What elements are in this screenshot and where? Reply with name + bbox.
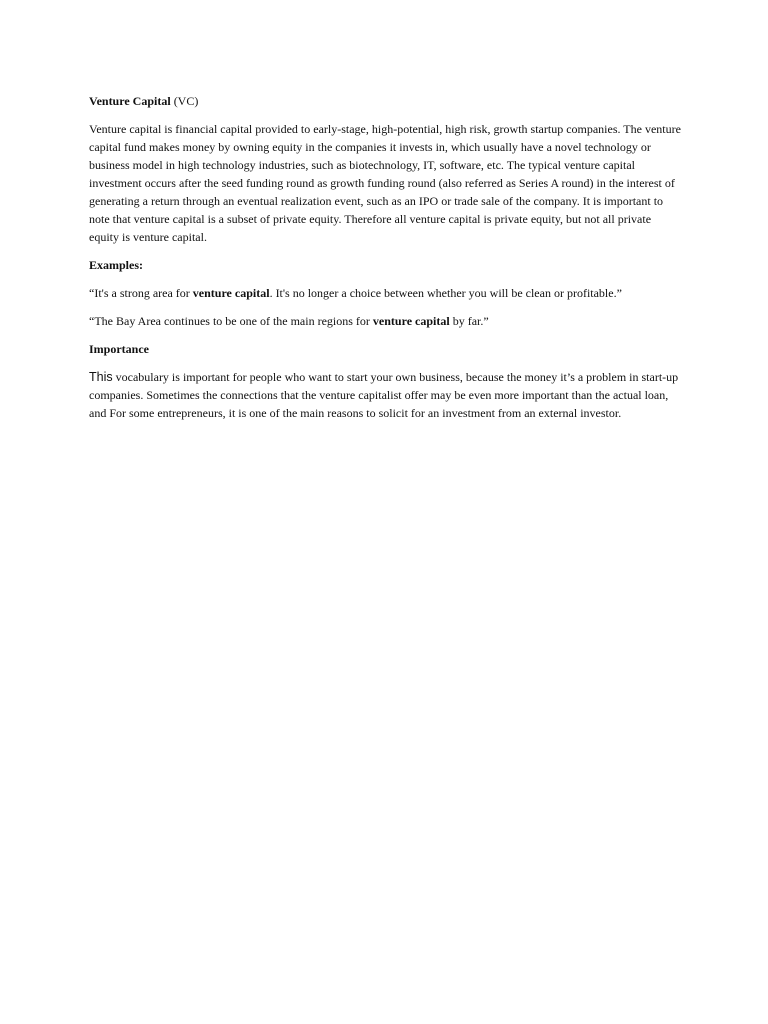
document-title: [89, 92, 681, 110]
title-term: Venture Capital: [89, 94, 171, 108]
document-page: [89, 92, 681, 432]
example-1-term: venture capital: [192, 286, 270, 300]
example-2-term: venture capital: [372, 314, 450, 328]
example-2: [89, 312, 681, 330]
importance-heading: Importance: [89, 342, 149, 356]
example-1: [89, 284, 681, 302]
importance-text: vocabulary is important for people who want to start your own business, because the money it’s a problem in start-up companies. Sometimes the connections that the venture capitalist offer may be even more important than the actual loan, and For some entrepreneurs, it is one of the main reasons to solicit for an investment from an external investor.: [89, 370, 679, 420]
example-2-after: by far.”: [449, 314, 489, 328]
importance-first-word: This: [89, 370, 113, 384]
examples-heading: Examples:: [89, 258, 143, 272]
example-1-after: . It's no longer a choice between whether you will be clean or profitable.”: [269, 286, 622, 300]
example-2-before: “The Bay Area continues to be one of the main regions for: [89, 314, 373, 328]
title-abbreviation: (VC): [170, 94, 199, 108]
importance-paragraph: [89, 368, 681, 422]
definition-paragraph: Venture capital is financial capital provided to early-stage, high-potential, high risk, growth startup companies. The venture capital fund makes money by owning equity in the companies it invests in, which usually have a novel technology or business model in high technology industries, such as biotechnology, IT, software, etc. The typical venture capital investment occurs after the seed funding round as growth funding round (also referred as Series A round) in the interest of generating a return through an eventual realization event, such as an IPO or trade sale of the company. It is important to note that venture capital is a subset of private equity. Therefore all venture capital is private equity, but not all private equity is venture capital.: [89, 122, 681, 244]
example-1-before: “It's a strong area for: [89, 286, 193, 300]
